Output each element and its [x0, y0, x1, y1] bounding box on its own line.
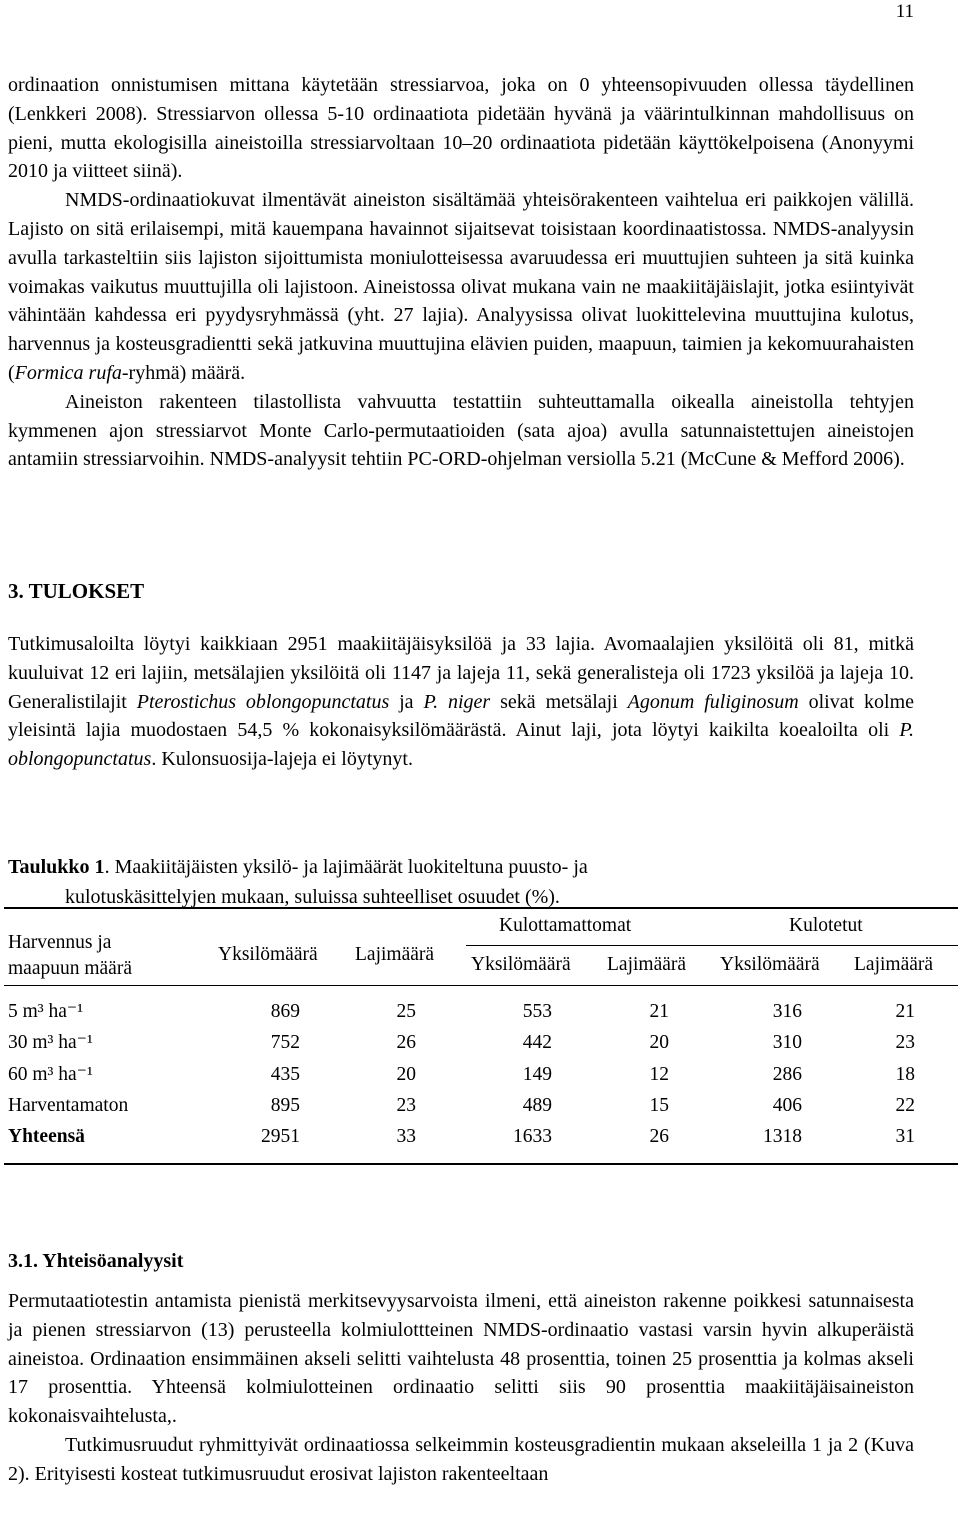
- table-cell: 316: [772, 1001, 802, 1022]
- table-cell: 1633: [513, 1126, 552, 1147]
- col-header-3: Yksilömäärä: [471, 954, 571, 975]
- table-cell: 489: [522, 1095, 552, 1116]
- caption-line1: . Maakiitäjäisten yksilö- ja lajimäärät luokiteltuna puusto- ja: [104, 856, 588, 878]
- table-cell: 286: [772, 1064, 802, 1085]
- table-cell: 31: [895, 1126, 915, 1147]
- table-cell: 23: [396, 1095, 416, 1116]
- table-cell: 553: [522, 1001, 552, 1022]
- table-cell: 22: [895, 1095, 915, 1116]
- row-label: 5 m³ ha⁻¹: [8, 1001, 84, 1022]
- table-cell: 23: [895, 1032, 915, 1053]
- group-header-rule: [466, 945, 958, 946]
- paragraph-permutation-results-text: Permutaatiotestin antamista pienistä merkitsevyysarvoista ilmeni, että aineiston rakenne poikkesi satunnaisesta ja pienen stressiarvon (13) perusteella kolmiulottteinen NMDS-ordinaatio vastasi varsin hyvin alkuperäistä aineistoa. Ordinaation ensimmäinen akseli selitti vaihtelusta 48 prosenttia, toinen 25 prosenttia ja kolmas akseli 17 prosenttia. Yhteensä kolmiulotteinen ordinaatio selitti siis 90 prosenttia maakiitäjäisaineiston kokonaisvaihtelusta,.: [8, 1290, 914, 1428]
- section-heading-results: 3. TULOKSET: [8, 579, 145, 603]
- table-cell: 406: [772, 1095, 802, 1116]
- species-p-niger: P. niger: [423, 690, 491, 713]
- col-header-6: Lajimäärä: [854, 954, 934, 975]
- table-top-rule: [4, 907, 958, 909]
- paragraph-permutation-results: [8, 1287, 914, 1489]
- table-cell: 20: [396, 1064, 416, 1085]
- table-cell: 15: [649, 1095, 669, 1116]
- row-label: Harventamaton: [8, 1095, 129, 1116]
- table-cell: 310: [772, 1032, 802, 1053]
- table-cell: 442: [522, 1032, 552, 1053]
- paragraph-nmds-intro-b: NMDS-analyysin avulla tarkasteltiin siis lajiston sijoittumista moniulotteisessa avaruudessa eri muuttujien suhteen ja sitä kuinka voimakas vaikutus muuttujilla oli lajistoon. Aineistossa olivat mukana vain ne maakiitäjäislajit, jotka esiintyivät vähintään kahdessa eri pyydysryhmässä (yht. 27 lajia). Analyysissa olivat luokittelevina muuttujina kulotus, harvennus ja kosteusgradientti sekä jatkuvina muuttujina elävien puiden, maapuun, taimien ja kekomuurahaisten (: [8, 217, 915, 384]
- table-cell: 21: [649, 1001, 669, 1022]
- results-text-e: . Kulonsuosija-lajeja ei löytynyt.: [151, 748, 413, 771]
- paragraph-nmds-intro: [8, 186, 914, 388]
- paragraph-stress: [8, 71, 914, 474]
- table-cell: 2951: [261, 1126, 300, 1147]
- table-cell: 21: [895, 1001, 915, 1022]
- group-header-burned: Kulotetut: [789, 915, 863, 936]
- group-header-unburned: Kulottamattomat: [499, 915, 632, 936]
- results-text-a: Tutkimusaloilta löytyi kaikkiaan 2951 maakiitäjäisyksilöä ja 33 lajia. Avomaalajien yksilöitä oli 81, mitkä kuuluivat 12 eri lajiin, metsälajien yksilöitä oli 1147 ja lajeja 11, sekä generalisteja oli 1723 yksilöä ja lajeja 10. Generalistilajit: [8, 633, 914, 713]
- table-bottom-rule: [4, 1163, 958, 1165]
- paragraph-grouping: Tutkimusruudut ryhmittyivät ordinaatiossa selkeimmin kosteusgradientin mukaan akseleilla 1 ja 2 (Kuva 2). Erityisesti kosteat tutkimusruudut erosivat lajiston rakenteeltaan: [8, 1433, 914, 1485]
- page-number: 11: [895, 1, 914, 22]
- table-cell: 435: [270, 1064, 300, 1085]
- paragraph-nmds-intro-end: -ryhmä) määrä.: [121, 361, 246, 384]
- header-rule: [4, 985, 958, 986]
- data-table: [4, 907, 958, 1169]
- table-cell: 149: [522, 1064, 552, 1085]
- table-caption: [8, 852, 914, 912]
- caption-line2: kulotuskäsittelyjen mukaan, suluissa suhteelliset osuudet (%).: [65, 886, 560, 908]
- col-header-1: Yksilömäärä: [218, 944, 318, 965]
- col-header-5: Yksilömäärä: [720, 954, 820, 975]
- table-cell: 33: [396, 1126, 416, 1147]
- table-cell: 895: [270, 1095, 300, 1116]
- row-label: 30 m³ ha⁻¹: [8, 1032, 93, 1053]
- col-header-2: Lajimäärä: [355, 944, 435, 965]
- table-cell: 752: [270, 1032, 300, 1053]
- table-cell: 26: [396, 1032, 416, 1053]
- table-cell: 26: [649, 1126, 669, 1147]
- species-formica: Formica rufa: [14, 361, 122, 384]
- results-text-c: sekä metsälaji: [490, 690, 628, 713]
- species-pterostichus: Pterostichus oblongopunctatus: [136, 690, 390, 713]
- row-header-label-1: Harvennus ja: [8, 932, 112, 953]
- results-text-b: ja: [389, 690, 424, 713]
- table-cell: 12: [649, 1064, 669, 1085]
- col-header-4: Lajimäärä: [607, 954, 687, 975]
- table-cell: 18: [895, 1064, 915, 1085]
- paragraph-stress-text: ordinaation onnistumisen mittana käytetään stressiarvoa, joka on 0 yhteensopivuuden ollessa täydellinen (Lenkkeri 2008). Stressiarvon ollessa 5-10 ordinaatiota pidetään hyvänä ja väärintulkinnan mahdollisuus on pieni, mutta ekologisilla aineistoilla stressiarvoltaan 10–20 ordinaatiota pidetään käyttökelpoisena (Anonyymi 2010 ja viitteet siinä).: [8, 74, 914, 183]
- table-cell: 1318: [763, 1126, 802, 1147]
- results-text-d: olivat kolme yleisintä lajia muodostaen 54,5 % kokonaisyksilömäärästä. Ainut laji, jota löytyi kaikilta koealoilta oli: [8, 690, 915, 742]
- row-label: 60 m³ ha⁻¹: [8, 1064, 93, 1085]
- table-cell: 25: [396, 1001, 416, 1022]
- section-heading-community: 3.1. Yhteisöanalyysit: [8, 1250, 184, 1272]
- paragraph-results: [8, 630, 914, 774]
- species-p-oblongo: P. oblongopunctatus: [8, 719, 914, 771]
- species-agonum: Agonum fuliginosum: [627, 690, 799, 713]
- row-label: Yhteensä: [8, 1126, 85, 1147]
- table-cell: 869: [270, 1001, 300, 1022]
- paragraph-nmds-intro-a: NMDS-ordinaatiokuvat ilmentävät aineiston sisältämää yhteisörakenteen vaihtelua eri paikkojen välillä. Lajisto on sitä erilaisempi, mitä kauempana havainnot sijaitsevat toisistaan koordinaatistossa.: [8, 189, 914, 240]
- table-cell: 20: [649, 1032, 669, 1053]
- paragraph-permutation: Aineiston rakenteen tilastollista vahvuutta testattiin suhteuttamalla oikealla aineistolla tehtyjen kymmenen ajon stressiarvot Monte Carlo-permutaatioiden (sata ajoa) avulla satunnaistettujen aineistojen antamiin stressiarvoihin. NMDS-analyysit tehtiin PC-ORD-ohjelman versiolla 5.21 (McCune & Mefford 2006).: [8, 390, 914, 471]
- caption-label: Taulukko 1: [8, 856, 105, 878]
- row-header-label-2: maapuun määrä: [8, 958, 132, 979]
